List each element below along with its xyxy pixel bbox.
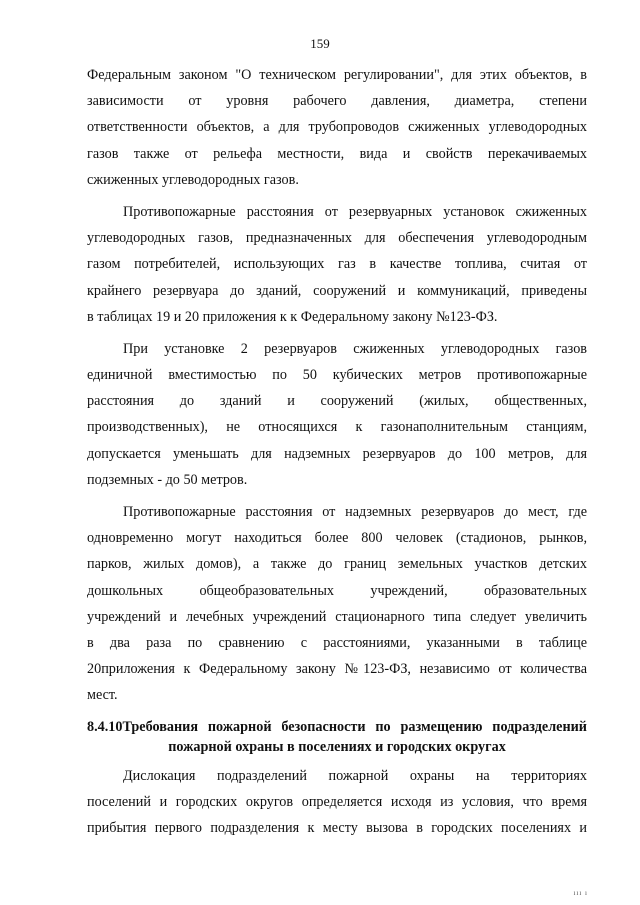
paragraph-dislocation: [87, 763, 587, 842]
paragraph-line: Дислокация подразделений пожарной охраны на территориях: [123, 767, 587, 784]
paragraph-line: допускается уменьшать для надземных резервуаров до 100 метров, для: [87, 445, 587, 462]
paragraph-line: парков, жилых домов), а также до границ земельных участков детских: [87, 556, 587, 573]
paragraph-line: сжиженных углеводородных газов.: [87, 171, 299, 188]
paragraph-line: 20приложения к Федеральному закону №123-ФЗ, независимо от количества: [87, 661, 587, 678]
paragraph-line: единичной вместимостью по 50 кубических метров противопожарные: [87, 367, 587, 384]
paragraph-line: поселений и городских округов определяется исходя из условия, что время: [87, 793, 587, 810]
paragraphs: [87, 62, 587, 709]
paragraph-line: Противопожарные расстояния от резервуарных установок сжиженных: [123, 203, 587, 220]
paragraph-line: газов также от рельефа местности, вида и свойств перекачиваемых: [87, 145, 587, 162]
paragraph-line: прибытия первого подразделения к месту вызова в городских поселениях и: [87, 819, 587, 836]
paragraph-line: крайнего резервуара до зданий, сооружений и коммуникаций, приведены: [87, 282, 587, 299]
paragraph: [87, 199, 587, 330]
paragraph-line: расстояния до зданий и сооружений (жилых, общественных,: [87, 393, 587, 410]
paragraph-line: в таблицах 19 и 20 приложения к к Федеральному закону №123-ФЗ.: [87, 308, 498, 325]
footer-mark: ııı ı: [573, 889, 588, 897]
paragraph-line: Противопожарные расстояния от надземных резервуаров до мест, где: [123, 504, 587, 520]
paragraph: [87, 499, 587, 709]
paragraph-line: в два раза по сравнению с расстояниями, указанными в таблице: [87, 634, 587, 651]
paragraph: [87, 336, 587, 493]
paragraph-line: одновременно могут находиться более 800 человек (стадионов, рынков,: [87, 530, 587, 547]
paragraph-line: дошкольных общеобразовательных учреждений, образовательных: [87, 582, 587, 599]
paragraph-line: Федеральным законом "О техническом регулировании", для этих объектов, в: [87, 67, 587, 83]
paragraph-line: мест.: [87, 687, 118, 704]
paragraph-line: ответственности объектов, а для трубопроводов сжиженных углеводородных: [87, 119, 587, 136]
paragraph-line: подземных - до 50 метров.: [87, 471, 248, 488]
heading-line-1: 8.4.10Требования пожарной безопасности по размещению подразделений: [87, 718, 587, 735]
paragraph-line: зависимости от уровня рабочего давления, диаметра, степени: [87, 93, 587, 110]
heading-line-2: пожарной охраны в поселениях и городских округах: [168, 738, 506, 755]
section-heading: [87, 717, 587, 757]
page-number: 159: [310, 36, 330, 51]
paragraph-line: При установке 2 резервуаров сжиженных углеводородных газов: [123, 340, 587, 357]
paragraph-line: газом потребителей, использующих газ в качестве топлива, считая от: [87, 256, 587, 273]
paragraph-line: углеводородных газов, предназначенных для обеспечения углеводородным: [87, 230, 587, 247]
document-body: [87, 62, 587, 841]
paragraph: [87, 62, 587, 193]
paragraph-line: производственных), не относящихся к газонаполнительным станциям,: [87, 419, 587, 436]
paragraph-line: учреждений и лечебных учреждений стационарного типа следует увеличить: [87, 608, 587, 625]
